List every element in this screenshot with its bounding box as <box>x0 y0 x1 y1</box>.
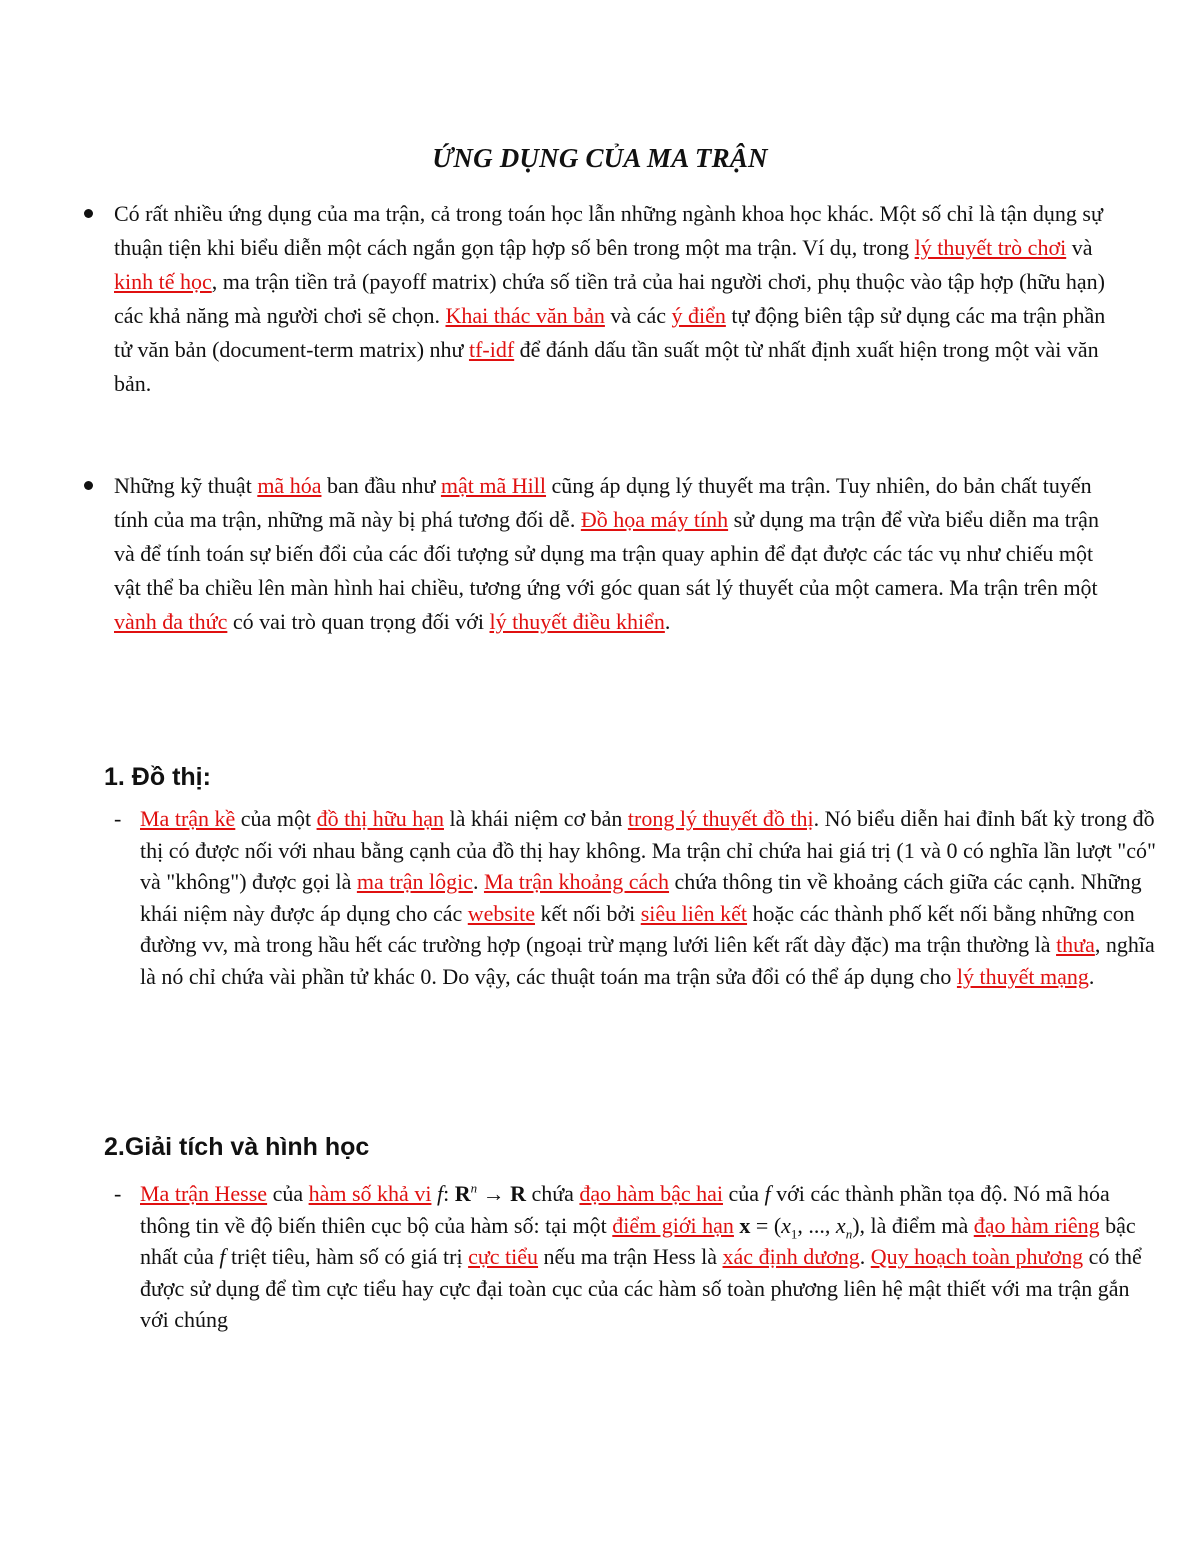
link-network-theory[interactable]: lý thuyết mạng <box>956 963 1089 989</box>
link-critical-point[interactable]: điểm giới hạn <box>612 1212 734 1238</box>
section-heading-graph: 1. Đồ thị: <box>104 763 211 791</box>
dash-marker: - <box>114 1181 122 1206</box>
link-local-minimum[interactable]: cực tiểu <box>468 1244 539 1269</box>
link-graph-theory[interactable]: trong lý thuyết đồ thị <box>627 806 814 831</box>
link-partial-derivative[interactable]: đạo hàm riêng <box>973 1212 1100 1238</box>
link-hyperlink[interactable]: siêu liên kết <box>640 900 748 926</box>
link-distance-matrix[interactable]: Ma trận khoảng cách <box>483 869 670 894</box>
link-hessian-matrix[interactable]: Ma trận Hesse <box>140 1181 268 1206</box>
link-adjacency-matrix[interactable]: Ma trận kề <box>140 806 236 831</box>
link-website[interactable]: website <box>467 900 535 926</box>
link-differentiable-function[interactable]: hàm số khả vi <box>308 1181 432 1206</box>
bullet-icon <box>84 481 93 490</box>
page-title: ỨNG DỤNG CỦA MA TRẬN <box>432 143 768 173</box>
link-positive-definite[interactable]: xác định dương <box>722 1244 860 1269</box>
bullet-paragraph-2: Những kỹ thuật mã hóa ban đầu như mật mã Hill cũng áp dụng lý thuyết ma trận. Tuy nhiên, do bản chất tuyến tính của ma trận, những mã này bị phá tương đối dễ. Đồ họa máy tính sử dụng ma trận để vừa biểu diễn ma trận và để tính toán sự biến đổi của các đối tượng sử dụng ma trận quay aphin để đạt được các tác vụ như chiếu một vật thể ba chiều lên màn hình hai chiều, tương ứng với góc quan sát lý thuyết của một camera. Ma trận trên một vành đa thức có vai trò quan trọng đối với lý thuyết điều khiển. <box>114 469 1124 639</box>
link-computer-graphics[interactable]: Đồ họa máy tính <box>580 507 729 532</box>
link-text-mining[interactable]: Khai thác văn bản <box>445 303 605 328</box>
link-thesaurus[interactable]: ý điển <box>671 303 726 328</box>
bullet-icon <box>84 209 93 218</box>
bullet-paragraph-1: Có rất nhiều ứng dụng của ma trận, cả trong toán học lẫn những ngành khoa học khác. Một số chỉ là tận dụng sự thuận tiện khi biểu diễn một cách ngắn gọn tập hợp số bên trong một ma trận. Ví dụ, trong lý thuyết trò chơi và kinh tế học, ma trận tiền trả (payoff matrix) chứa số tiền trả của hai người chơi, phụ thuộc vào tập hợp (hữu hạn) các khả năng mà người chơi sẽ chọn. Khai thác văn bản và các ý điển tự động biên tập sử dụng các ma trận phần tử văn bản (document-term matrix) như tf-idf để đánh dấu tần suất một từ nhất định xuất hiện trong một vài văn bản. <box>114 197 1124 401</box>
link-encryption[interactable]: mã hóa <box>257 473 322 498</box>
link-hill-cipher[interactable]: mật mã Hill <box>440 473 547 498</box>
link-quadratic-programming[interactable]: Quy hoạch toàn phương <box>870 1244 1084 1269</box>
link-sparse[interactable]: thưa <box>1056 932 1095 957</box>
link-logical-matrix[interactable]: ma trận lôgic <box>356 869 473 894</box>
link-economics[interactable]: kinh tế học <box>114 269 212 294</box>
section-heading-calculus: 2.Giải tích và hình học <box>104 1133 370 1161</box>
link-game-theory[interactable]: lý thuyết trò chơi <box>914 235 1067 260</box>
link-control-theory[interactable]: lý thuyết điều khiển <box>489 609 665 634</box>
link-finite-graph[interactable]: đồ thị hữu hạn <box>316 806 444 831</box>
dash-marker: - <box>114 806 122 831</box>
section-graph-paragraph: - Ma trận kề của một đồ thị hữu hạn là khái niệm cơ bản trong lý thuyết đồ thị. Nó biểu diễn hai đỉnh bất kỳ trong đồ thị có được nối với nhau bằng cạnh của đồ thị hay không. Ma trận chỉ chứa hai giá trị (1 và 0 có nghĩa lần lượt "có" và "không") được gọi là ma trận lôgic. Ma trận khoảng cách chứa thông tin về khoảng cách giữa các cạnh. Những khái niệm này được áp dụng cho các website kết nối bởi siêu liên kết hoặc các thành phố kết nối bằng những con đường vv, mà trong hầu hết các trường hợp (ngoại trừ mạng lưới liên kết rất dày đặc) ma trận thường là thưa, nghĩa là nó chỉ chứa vài phần tử khác 0. Do vậy, các thuật toán ma trận sửa đổi có thể áp dụng cho lý thuyết mạng. <box>140 803 1160 992</box>
link-second-derivative[interactable]: đạo hàm bậc hai <box>579 1181 723 1206</box>
link-polynomial-ring[interactable]: vành đa thức <box>114 609 228 634</box>
section-calculus-paragraph: - Ma trận Hesse của hàm số khả vi f: $R^n \to R$ chứa đạo hàm bậc hai của f với các thành phần tọa độ. Nó mã hóa thông tin về độ biến thiên cục bộ của hàm số: tại một điểm giới hạn $x = (x_1$, ..., $x_n$), là điểm mà đạo hàm riêng bậc nhất của f triệt tiêu, hàm số có giá trị cực tiểu nếu ma trận Hess là xác định dương. Quy hoạch toàn phương có thể được sử dụng để tìm cực tiểu hay cực đại toàn cục của các hàm số toàn phương liên hệ mật thiết với ma trận gắn với chúng <box>140 1178 1160 1336</box>
link-tf-idf[interactable]: tf-idf <box>468 337 515 362</box>
